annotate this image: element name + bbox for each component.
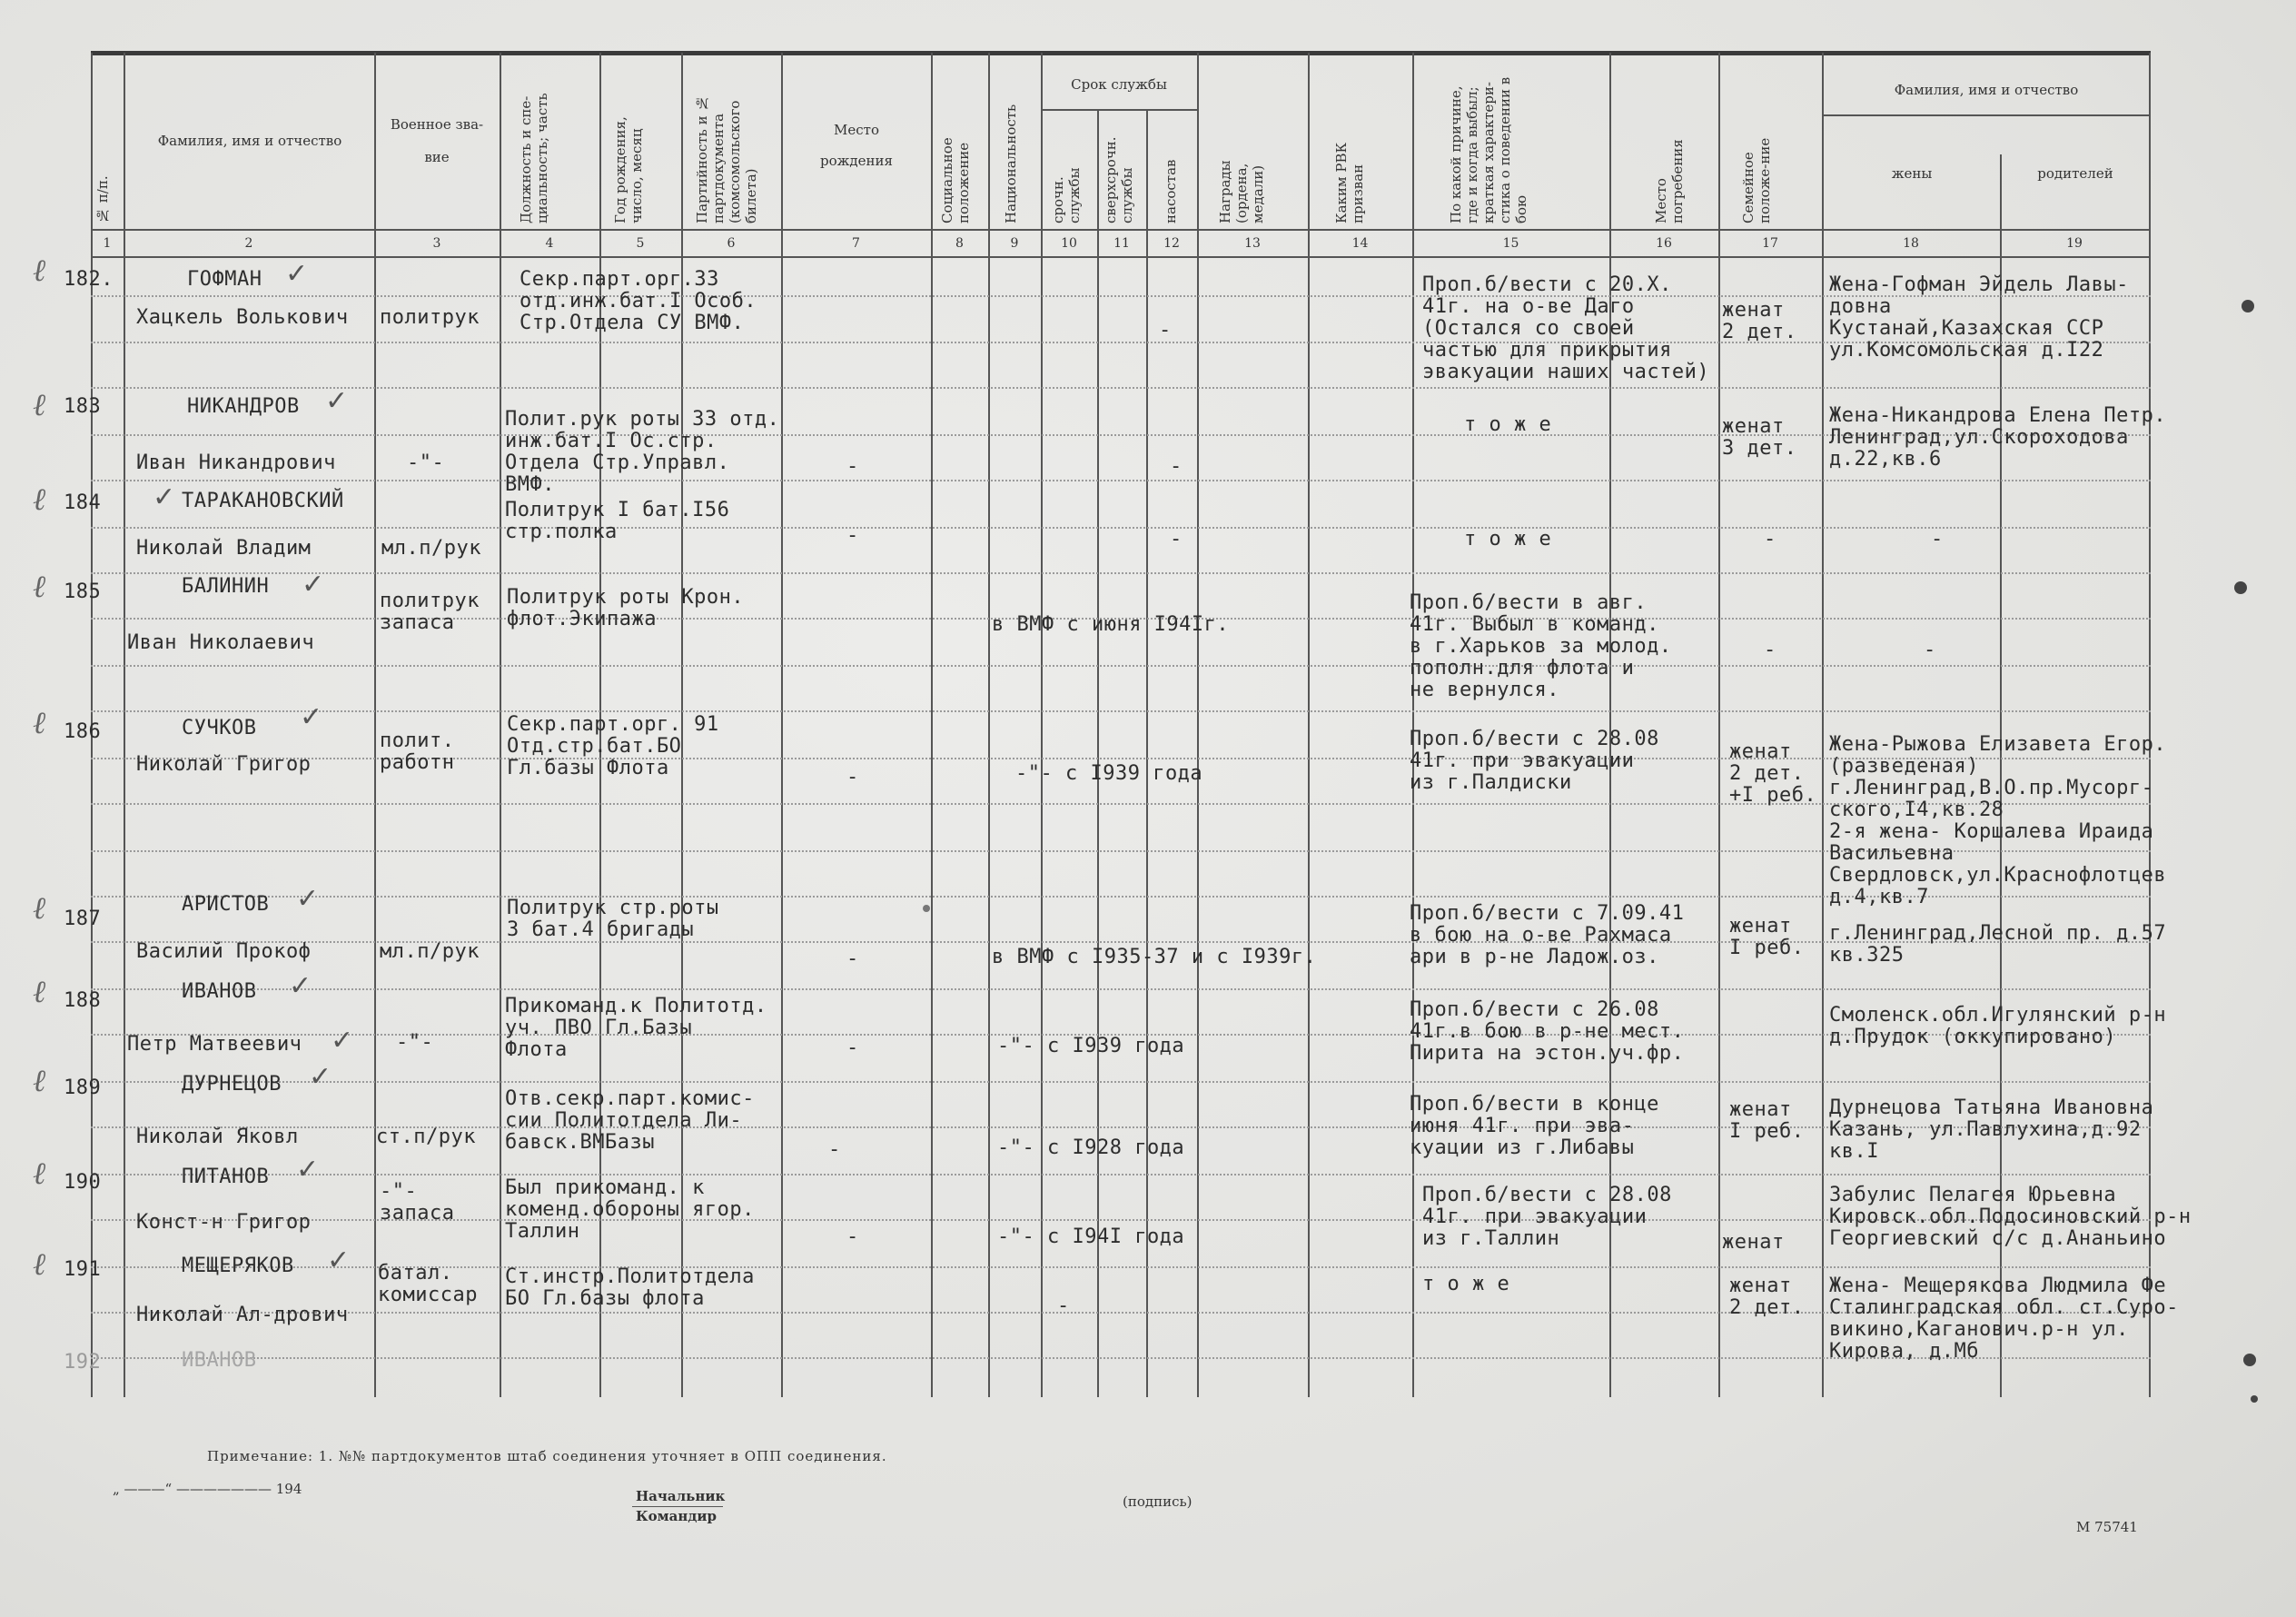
col-number: 9 [1010,236,1019,251]
family-status: женат 2 дет. [1729,1275,1805,1319]
signer-chief: Начальник [636,1488,726,1504]
check-mark: ℓ [33,974,46,1010]
dash: - [846,455,859,478]
service-term: -"- с I928 года [997,1136,1185,1159]
reason: т о ж е [1464,528,1552,551]
check-mark: ℓ [33,1246,46,1283]
surname: НИКАНДРОВ [187,395,300,418]
rank: мл.п/рук [380,940,480,963]
reason: т о ж е [1464,413,1552,436]
reason: Проп.б/вести с 28.08 41г. при эвакуации из г.Таллин [1422,1184,1672,1250]
col-number: 1 [103,236,112,251]
header-bottom-rule [91,229,2151,231]
header-parents: родителей [2037,165,2113,182]
col-number: 4 [545,236,554,251]
dash: - [1159,319,1172,342]
form-code: М 75741 [2076,1519,2138,1535]
row-number: 188 [64,989,102,1012]
header-burial: Место погребения [1653,139,1686,223]
header-fio: Фамилия, имя и отчество [157,133,342,149]
row-number: 183 [64,395,102,418]
rank: батал. комиссар [378,1262,478,1306]
wife-info: Жена-Рыжова Елизавета Егор. (разведеная) г.Ленинград,В.О.пр.Мусорг- ского,I4,кв.28 2-я жена- Коршалева Ираида Васильевна Свердловск,ул.Краснофлотцев д.4,кв.7 [1829,733,2167,908]
check-mark: ℓ [33,890,46,927]
reason: Проп.б/вести с 26.08 41г.в бою в р-не мест. Пирита на эстон.уч.фр. [1410,998,1685,1065]
col-line [374,53,376,1397]
service-term: -"- с I94I года [997,1225,1185,1248]
dash: - [846,947,859,970]
signer-divider [632,1506,723,1507]
row-number: 189 [64,1076,102,1099]
check-tick: ✓ [331,1025,354,1057]
check-mark: ℓ [33,1063,46,1099]
surname: ИВАНОВ [182,1349,257,1372]
given-name: Иван Никандрович [136,451,336,474]
col-number: 12 [1163,236,1180,251]
check-mark: ℓ [33,481,46,518]
row-guide [91,1081,2151,1083]
wife-info: Жена-Никандрова Елена Петр. Ленинград,ул.Скороходова д.22,кв.6 [1829,404,2167,471]
reason: Проп.б/вести с 7.09.41 в бою на о-ве Рахмаса ари в р-не Ладож.оз. [1410,902,1685,968]
row-guide [91,387,2151,389]
family-status: женат 3 дет. [1722,415,1797,460]
rank: политрук запаса [380,590,480,634]
rank: -"- [396,1031,434,1054]
check-tick: ✓ [153,481,176,513]
check-tick: ✓ [309,1061,332,1093]
punch-hole [2242,300,2254,312]
punch-hole [923,905,930,912]
row-number: 191 [64,1258,102,1281]
check-tick: ✓ [300,701,323,733]
col-line [500,53,501,1397]
col-line [1197,53,1199,1397]
col-number: 8 [955,236,964,251]
reason: Проп.б/вести с 20.Х. 41г. на о-ве Даго (Остался со своей частью для прикрытия эвакуации наших частей) [1422,273,1710,383]
dash: - [846,766,859,789]
given-name: Хацкель Волькович [136,306,349,329]
position: Секр.парт.орг. 91 Отд.стр.бат.БО Гл.базы Флота [507,713,719,779]
service-term: -"- с I939 года [997,1035,1185,1057]
header-srochn: срочн. службы [1050,167,1083,223]
header-rvk: Каким РВК призван [1333,142,1366,223]
surname: АРИСТОВ [182,893,270,916]
col-number: 5 [636,236,645,251]
dash: - [1170,455,1183,478]
reason: Проп.б/вести в конце июня 41г. при эва- куации из г.Либавы [1410,1093,1659,1159]
service-term: в ВМФ с I935-37 и с I939г. [992,946,1317,968]
position: Был прикоманд. к коменд.обороны ягор. Таллин [505,1176,755,1243]
check-mark: ℓ [33,569,46,605]
header-reason: По какой причине, где и когда выбыл; краткая характери-стика о поведении в бою [1448,76,1529,223]
given-name: Петр Матвеевич [127,1033,302,1056]
rank: ст.п/рук [376,1126,476,1148]
check-mark: ℓ [33,705,46,741]
family-status: женат 2 дет. [1722,299,1797,343]
row-number: 186 [64,720,102,743]
check-mark: ℓ [33,1156,46,1192]
header-awards: Награды (ордена, медали) [1217,160,1266,223]
header-position: Должность и спе-циальность; часть [518,93,550,223]
col-line [1146,109,1148,1397]
col-number: 7 [852,236,860,251]
col-line [1822,53,1824,1397]
surname: ПИТАНОВ [182,1166,270,1188]
header-service-term: Срок службы [1071,76,1167,93]
row-number: 192 [64,1351,102,1374]
row-guide [91,527,2151,529]
col-number: 11 [1113,236,1130,251]
wife-info: - [1924,639,1936,661]
header-birth: Год рождения, число, месяц [612,116,645,223]
position: Политрук стр.роты 3 бат.4 бригады [507,897,719,941]
family-status: женат I реб. [1729,1098,1805,1143]
col-number: 6 [727,236,736,251]
punch-hole [2251,1395,2258,1403]
wife-info: Жена-Гофман Эйдель Лавы- довна Кустанай,Казахская ССР ул.Комсомольская д.I22 [1829,273,2129,362]
given-name: Николай Григор [136,753,312,776]
check-tick: ✓ [302,569,325,600]
rank: мл.п/рук [381,537,481,560]
dash: - [846,524,859,547]
header-party: Партийность и № партдокумента (комсомольского билета) [694,94,759,223]
header-sverhsrochn: сверхсрочн. службы [1103,136,1135,223]
family-status: - [1764,639,1776,661]
given-name: Василий Прокоф [136,940,312,963]
colnum-bottom-rule [91,256,2151,258]
surname: СУЧКОВ [182,717,257,739]
row-guide [91,710,2151,712]
col-line [931,53,933,1397]
col-number: 14 [1351,236,1369,251]
row-guide [91,480,2151,481]
table-top-rule [91,51,2151,55]
col-line [1412,53,1414,1397]
col-line [1308,53,1310,1397]
check-tick: ✓ [325,385,349,417]
col-number: 17 [1762,236,1778,251]
row-guide [91,665,2151,667]
punch-hole [2243,1354,2256,1366]
position: Прикоманд.к Политотд. уч. ПВО Гл.Базы Флота [505,995,767,1061]
rank: -"- [407,451,445,474]
row-guide [91,988,2151,990]
header-nasostav: насостав [1163,159,1179,223]
header-social: Социальное положение [939,137,972,223]
given-name: Иван Николаевич [127,631,315,654]
row-number: 182. [64,268,114,291]
row-guide [91,572,2151,574]
family-status: женат 2 дет. +I реб. [1729,740,1817,807]
header-birthplace-a: Место [834,122,879,138]
wife-info: - [1931,528,1944,551]
position: Политрук I бат.I56 стр.полка [505,499,730,543]
col-number: 18 [1903,236,1919,251]
row-number: 185 [64,580,102,603]
wife-info: г.Ленинград,Лесной пр. д.57 кв.325 [1829,922,2167,967]
family-status: - [1764,528,1776,551]
position: Секр.парт.орг.33 отд.инж.бат.I Особ. Стр.Отдела СУ ВМФ. [520,268,757,334]
check-mark: ℓ [33,253,46,289]
signature-caption: (подпись) [1123,1493,1193,1510]
check-tick: ✓ [327,1245,351,1276]
header-birthplace-b: рождения [819,153,893,169]
row-number: 190 [64,1171,102,1194]
col-number: 19 [2066,236,2083,251]
srok-sub-rule [1041,109,1197,111]
col-number: 3 [432,236,441,251]
col-number: 15 [1502,236,1519,251]
given-name: Николай Ал-дрович [136,1304,349,1326]
row-guide [91,1174,2151,1176]
reason: Проп.б/вести в авг. 41г. Выбыл в команд. в г.Харьков за молод. пополн.для флота и не вернулся. [1410,591,1672,701]
col-number: 13 [1244,236,1261,251]
position: Ст.инстр.Политотдела БО Гл.базы флота [505,1265,755,1310]
surname: ТАРАКАНОВСКИЙ [182,490,344,512]
wife-info: Смоленск.обл.Игулянский р-н д.Прудок (оккупировано) [1829,1004,2167,1048]
service-term: -"- с I939 года [1015,762,1203,785]
rank: политрук [380,306,480,329]
row-number: 187 [64,908,102,930]
col-line [988,53,990,1397]
given-name: Конст-н Григор [136,1211,312,1234]
header-wife: жены [1891,165,1933,182]
col-number: 2 [244,236,253,251]
check-mark: ℓ [33,387,46,423]
col-line [1097,109,1099,1397]
header-num: № п/п. [94,175,111,223]
header-nationality: Национальность [1003,104,1019,223]
col-number: 10 [1061,236,1077,251]
wife-info: Жена- Мещерякова Людмила Фе Сталинградская обл. ст.Суро- викино,Каганович.р-н ул. Кирова, д.Мб [1829,1275,2179,1363]
header-rank-b: вие [424,149,450,165]
position: Отв.секр.парт.комис- сии Политотдела Ли- бавск.ВМБазы [505,1087,755,1154]
dash: - [846,1225,859,1248]
check-tick: ✓ [285,258,309,290]
fio-sub-rule [1822,114,2151,116]
check-tick: ✓ [296,1154,320,1185]
dash: - [1170,528,1183,551]
surname: МЕЩЕРЯКОВ [182,1255,294,1277]
family-status: женат I реб. [1729,915,1805,959]
col-line [1718,53,1720,1397]
service-term: в ВМФ с июня I94Iг. [992,613,1230,636]
rank: -"- запаса [380,1180,455,1225]
footnote: Примечание: 1. №№ партдокументов штаб соединения уточняет в ОПП соединения. [207,1448,887,1464]
surname: ИВАНОВ [182,980,257,1003]
position: Полит.рук роты 33 отд. инж.бат.I Ос.стр. Отдела Стр.Управл. ВМФ. [505,408,780,496]
wife-info: Забулис Пелагея Юрьевна Кировск.обл.Подосиновский р-н Георгиевский с/с д.Ананьино [1829,1184,2192,1250]
wife-info: Дурнецова Татьяна Ивановна Казань, ул.Павлухина,д.92 кв.I [1829,1096,2154,1163]
punch-hole [2234,581,2247,594]
col-line [781,53,783,1397]
signer-commander: Командир [636,1508,717,1524]
header-rank-a: Военное зва- [390,116,484,133]
dash: - [1057,1295,1070,1317]
surname: ГОФМАН [187,268,262,291]
header-family: Семейное положе-ние [1740,137,1773,223]
rank: полит. работн [380,729,455,774]
position: Политрук роты Крон. флот.Экипажа [507,586,745,630]
family-status: женат [1722,1231,1785,1254]
reason: т о ж е [1422,1273,1510,1295]
surname: ДУРНЕЦОВ [182,1073,282,1096]
col-line [1041,53,1043,1397]
date-line: „ ———“ ——————— 194 [113,1481,302,1497]
header-fio-relatives: Фамилия, имя и отчество [1894,82,2079,98]
given-name: Николай Владим [136,537,312,560]
given-name: Николай Яковл [136,1126,299,1148]
col-number: 16 [1656,236,1672,251]
surname: БАЛИНИН [182,575,270,598]
dash: - [828,1138,841,1161]
check-tick: ✓ [296,883,320,915]
row-number: 184 [64,491,102,514]
col-line [124,53,125,1397]
dash: - [846,1037,859,1059]
reason: Проп.б/вести с 28.08 41г. при эвакуации из г.Палдиски [1410,728,1659,794]
check-tick: ✓ [289,970,312,1002]
